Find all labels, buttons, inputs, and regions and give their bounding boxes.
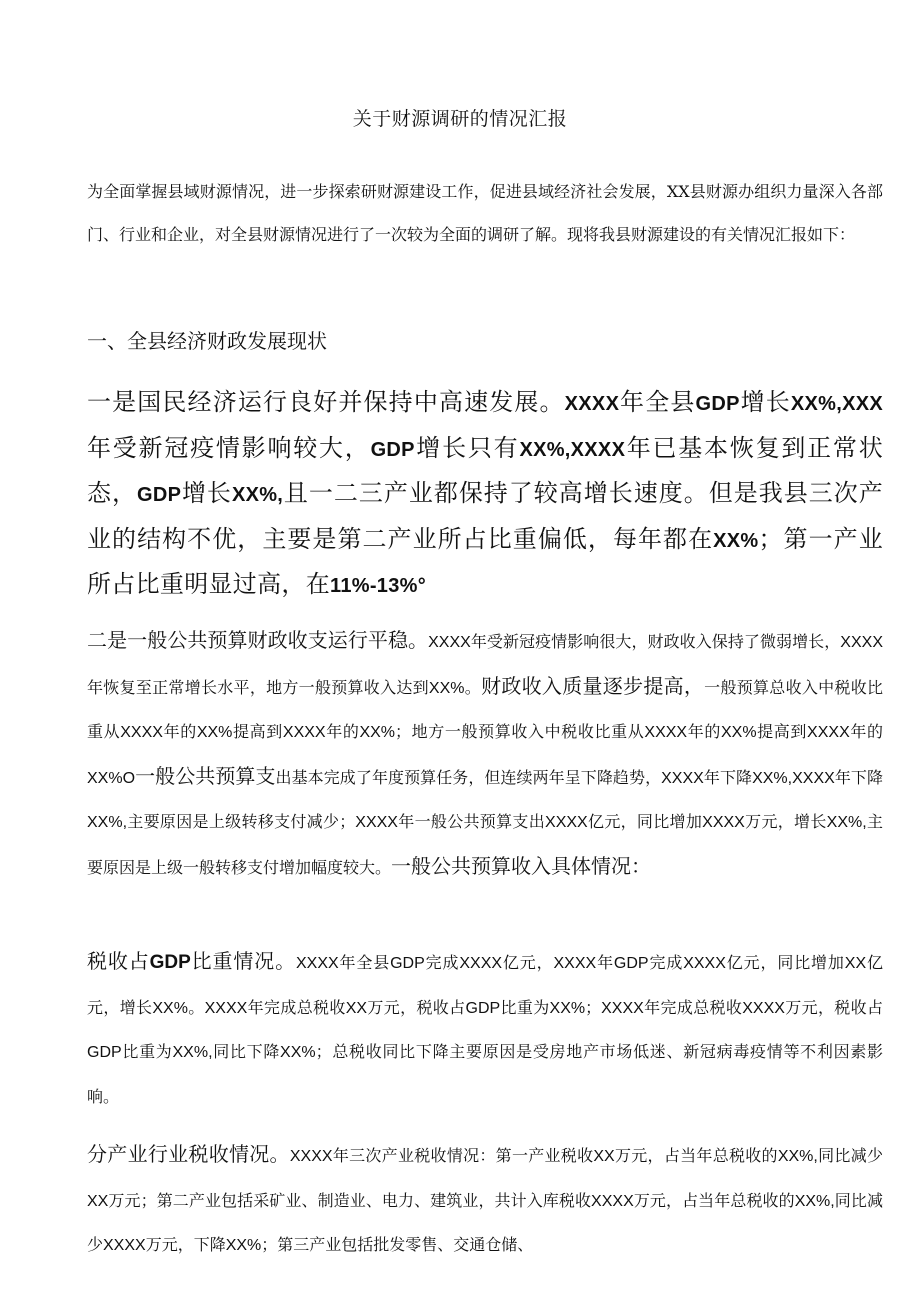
text-run: 一般预算总收入中税收比重从XXXX年的XX%提高到XXXX年的XX%；地方一般预算收入中税收比重从XXXX年的XX%提高到XXXX年的XX%O [87, 679, 883, 787]
text-run: 增长 [739, 388, 791, 416]
text-run: 增长只有 [414, 433, 520, 462]
document-title: 关于财源调研的情况汇报 [352, 108, 568, 130]
text-run: 一是国民经济运行良好并保持中高速发展。 [87, 388, 565, 416]
bold-run: GDP [370, 438, 415, 461]
paragraph-lead: 税收占 [87, 949, 150, 973]
paragraph-economy [87, 381, 883, 609]
paragraph-lead: 二是一般公共预算财政收支运行平稳。 [87, 628, 429, 652]
text-run: 年受新冠疫情影响较大， [87, 433, 371, 462]
paragraph-industry-tax [87, 1133, 883, 1268]
section-heading-1: 一、全县经济财政发展现状 [87, 329, 327, 353]
text-run-large: 一般公共预算收入具体情况： [391, 853, 652, 878]
text-run: ；第一产业所占比重明显过高，在 [87, 524, 883, 598]
bold-run: GDP [695, 393, 740, 415]
text-run-large: 一般公共预算支 [135, 763, 276, 788]
bold-run: XXXX [564, 393, 620, 415]
text-run: 且一二三产业都保持了较高增长速度。但是我县三次产业的结构不优，主要是第二产业所占比重偏低，每年都在 [87, 479, 883, 553]
paragraph-lead: 分产业行业税收情况。 [87, 1142, 290, 1166]
bold-run: XX%, [231, 484, 284, 506]
text-run: 年已基本恢复到正常状态， [87, 433, 884, 507]
text-run: XXXX年受新冠疫情影响很大，财政收入保持了微弱增长，XXXX年恢复至正常增长水平，地方一般预算收入达到XX%。 [87, 634, 883, 697]
paragraph-lead: 比重情况。 [190, 949, 296, 973]
paragraph-budget [87, 619, 883, 890]
bold-run: 11%-13%° [330, 575, 427, 597]
paragraph-tax-gdp [87, 940, 883, 1119]
text-run: 年全县 [619, 388, 696, 416]
intro-paragraph: 为全面掌握县域财源情况，进一步探索研财源建设工作，促进县域经济社会发展，XX县财源办组织力量深入各部门、行业和企业，对全县财源情况进行了一次较为全面的调研了解。现将我县财源建设的有关情况汇报如下： [87, 182, 883, 244]
text-run: 出基本完成了年度预算任务，但连续两年呈下降趋势，XXXX年下降XX%,XXXX年下降XX%,主要原因是上级转移支付减少；XXXX年一般公共预算支出XXXX亿元，同比增加XXXX万元，增长XX%,主要原因是上级一般转移支付增加幅度较大。 [87, 769, 883, 877]
text-run: XXXX年全县GDP完成XXXX亿元，XXXX年GDP完成XXXX亿元，同比增加XX亿元，增长XX%。XXXX年完成总税收XX万元，税收占GDP比重为XX%；XXXX年完成总税收XXXX万元，税收占GDP比重为XX%,同比下降XX%；总税收同比下降主要原因是受房地产市场低迷、新冠病毒疫情等不利因素影响。 [87, 955, 883, 1106]
bold-run: GDP [149, 952, 191, 973]
bold-run: XX% [713, 529, 759, 552]
text-run: XXXX年三次产业税收情况：第一产业税收XX万元，占当年总税收的XX%,同比减少XX万元；第二产业包括采矿业、制造业、电力、建筑业，共计入库税收XXXX万元，占当年总税收的XX%,同比减少XXXX万元，下降XX%；第三产业包括批发零售、交通仓储、 [87, 1148, 883, 1254]
bold-run: XX%,XXX [790, 393, 883, 415]
text-run-large: 财政收入质量逐步提高， [481, 673, 705, 698]
bold-run: XX%,XXXX [519, 438, 626, 461]
bold-run: GDP [137, 484, 182, 506]
text-run: 增长 [181, 479, 232, 507]
